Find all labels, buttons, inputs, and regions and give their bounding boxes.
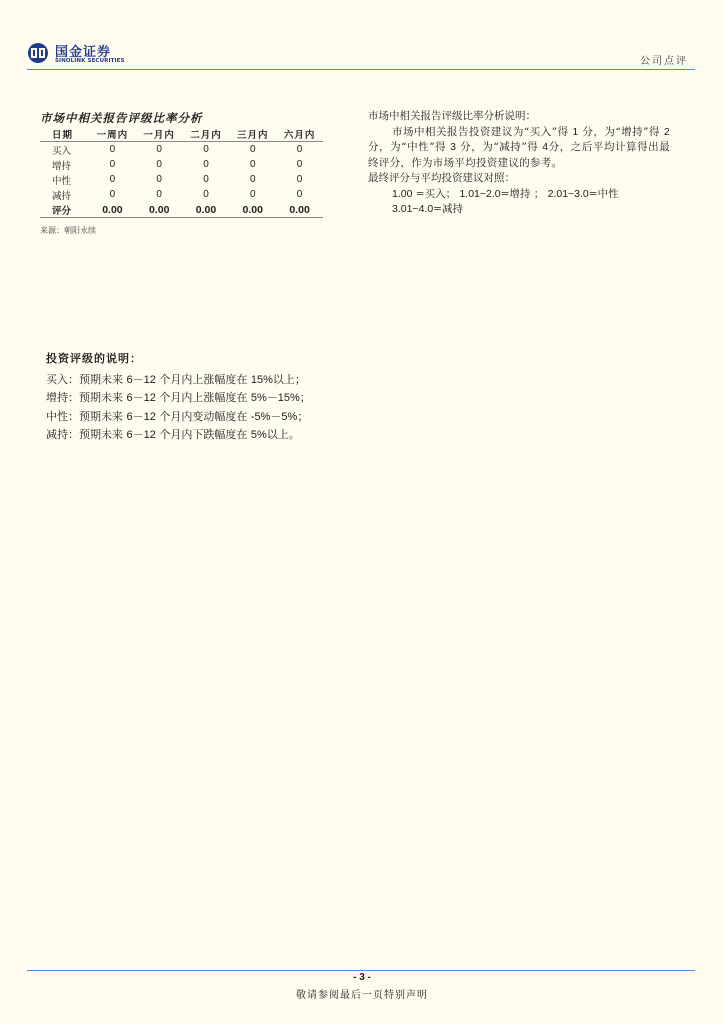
column-header: 二月内 — [183, 126, 230, 142]
table-cell: 0 — [249, 174, 256, 185]
company-logo — [27, 41, 137, 69]
definition-threshold: 15% — [250, 373, 273, 386]
definitions-title: 投资评级的说明： — [46, 352, 142, 365]
score-cell: 0.00 — [183, 202, 230, 218]
table-cell: 0 — [296, 174, 303, 185]
explanation-text: 分，为“中性”得 — [368, 141, 447, 153]
definition-text: 以上。 — [266, 428, 300, 441]
mapping-title: 最终评分与平均投资建议对照： — [368, 172, 515, 184]
table-cell: 0 — [156, 189, 162, 200]
table-cell: 0 — [203, 174, 209, 185]
mapping-label: =增持 ； — [500, 187, 545, 200]
score-cell: 0.00 — [136, 202, 183, 218]
definition-item — [46, 389, 311, 408]
footer-divider — [27, 970, 695, 971]
score-row — [40, 202, 323, 218]
mapping-range: 1.00 — [392, 187, 413, 200]
score-value: 2 — [663, 125, 670, 138]
definition-threshold: 5%－15% — [250, 392, 300, 404]
row-label: 减持 — [52, 190, 72, 202]
page-header — [0, 0, 724, 72]
table-row — [40, 172, 323, 187]
table-cell: 0 — [296, 189, 303, 200]
score-value: 3 — [450, 141, 457, 153]
score-cell: 0.00 — [89, 202, 136, 218]
score-value: 4 — [542, 141, 549, 153]
disclaimer-note: 敬请参阅最后一页特别声明 — [296, 990, 428, 1001]
definition-label: 中性：预期未来 — [46, 409, 123, 423]
definition-period: 6－12 — [126, 429, 156, 441]
table-row — [40, 142, 323, 158]
logo-english-name: SINOLINK SECURITIES — [55, 58, 125, 64]
definition-label: 买入：预期未来 — [46, 372, 123, 386]
table-cell: 0 — [156, 159, 162, 170]
definition-text: ； — [299, 391, 311, 404]
rating-ratio-table — [40, 126, 323, 218]
table-cell: 0 — [156, 144, 162, 155]
definition-text: 个月内变动幅度在 — [159, 409, 248, 423]
mapping-line — [368, 187, 670, 203]
mapping-range: 1.01~2.0 — [459, 187, 501, 200]
document-type: 公司点评 — [640, 56, 688, 67]
definition-item — [46, 408, 311, 427]
explanation-text: 分，为“减持”得 — [460, 141, 539, 153]
row-label: 增持 — [52, 160, 72, 172]
table-cell: 0 — [249, 189, 256, 200]
table-cell: 0 — [203, 189, 209, 200]
table-cell: 0 — [156, 174, 162, 185]
page-number: - 3 - — [353, 972, 371, 983]
mapping-label: =中性 — [588, 187, 619, 200]
table-title: 市场中相关报告评级比率分析 — [40, 111, 203, 125]
score-value: 1 — [572, 125, 579, 138]
column-header: 一月内 — [136, 126, 183, 142]
table-cell: 0 — [296, 159, 303, 170]
header-divider — [27, 69, 695, 70]
table-cell: 0 — [109, 159, 116, 170]
mapping-range: 2.01~3.0 — [547, 187, 589, 200]
column-header: 一周内 — [89, 126, 136, 142]
column-header: 六月内 — [276, 126, 323, 142]
table-cell: 0 — [109, 174, 116, 185]
row-label: 中性 — [52, 175, 72, 187]
definition-text: 以上； — [272, 372, 306, 386]
rating-explanation — [368, 109, 670, 218]
mapping-range: 3.01~4.0 — [392, 203, 434, 215]
explanation-text: 分，之后平均计算得出最终评分，作为市场平均投资建议的参考。 — [368, 141, 671, 169]
definition-text: ； — [297, 409, 309, 423]
definition-text: 个月内上涨幅度在 — [159, 372, 248, 386]
table-row — [40, 157, 323, 172]
table-cell: 0 — [249, 144, 256, 155]
explanation-body — [368, 125, 670, 172]
score-cell: 0.00 — [276, 202, 323, 218]
logo-mark-icon — [27, 42, 49, 64]
explanation-text: 市场中相关报告投资建议为“买入”得 — [392, 125, 569, 138]
definition-label: 减持：预期未来 — [46, 428, 123, 441]
mapping-line — [368, 202, 670, 218]
definition-label: 增持：预期未来 — [46, 391, 123, 404]
definition-text: 个月内下跌幅度在 — [159, 428, 248, 441]
table-source: 来源：朝阳永续 — [40, 226, 96, 235]
definition-item — [46, 371, 311, 390]
table-cell: 0 — [296, 144, 303, 155]
table-cell: 0 — [249, 159, 256, 170]
rating-definitions — [46, 350, 311, 445]
table-cell: 0 — [203, 144, 209, 155]
table-cell: 0 — [109, 144, 116, 155]
row-label: 买入 — [52, 145, 72, 157]
table-row — [40, 187, 323, 202]
explanation-text: 分，为“增持”得 — [582, 125, 661, 138]
mapping-label: =减持 — [433, 203, 463, 215]
definition-text: 个月内上涨幅度在 — [159, 391, 248, 404]
definition-period: 6－12 — [126, 392, 156, 404]
definition-threshold: -5%－5% — [250, 410, 298, 423]
column-header: 日期 — [40, 126, 89, 142]
table-cell: 0 — [109, 189, 116, 200]
explanation-title: 市场中相关报告评级比率分析说明： — [368, 110, 536, 122]
table-cell: 0 — [203, 159, 209, 170]
definition-period: 6－12 — [126, 410, 156, 423]
mapping-label: =买入； — [415, 187, 457, 200]
row-label: 评分 — [40, 202, 89, 218]
column-header: 三月内 — [229, 126, 276, 142]
score-cell: 0.00 — [229, 202, 276, 218]
definition-threshold: 5% — [250, 429, 267, 441]
table-header-row — [40, 126, 323, 142]
definition-item — [46, 426, 311, 445]
definition-period: 6－12 — [126, 373, 156, 386]
logo-chinese-name: 国金证券 — [55, 45, 112, 60]
